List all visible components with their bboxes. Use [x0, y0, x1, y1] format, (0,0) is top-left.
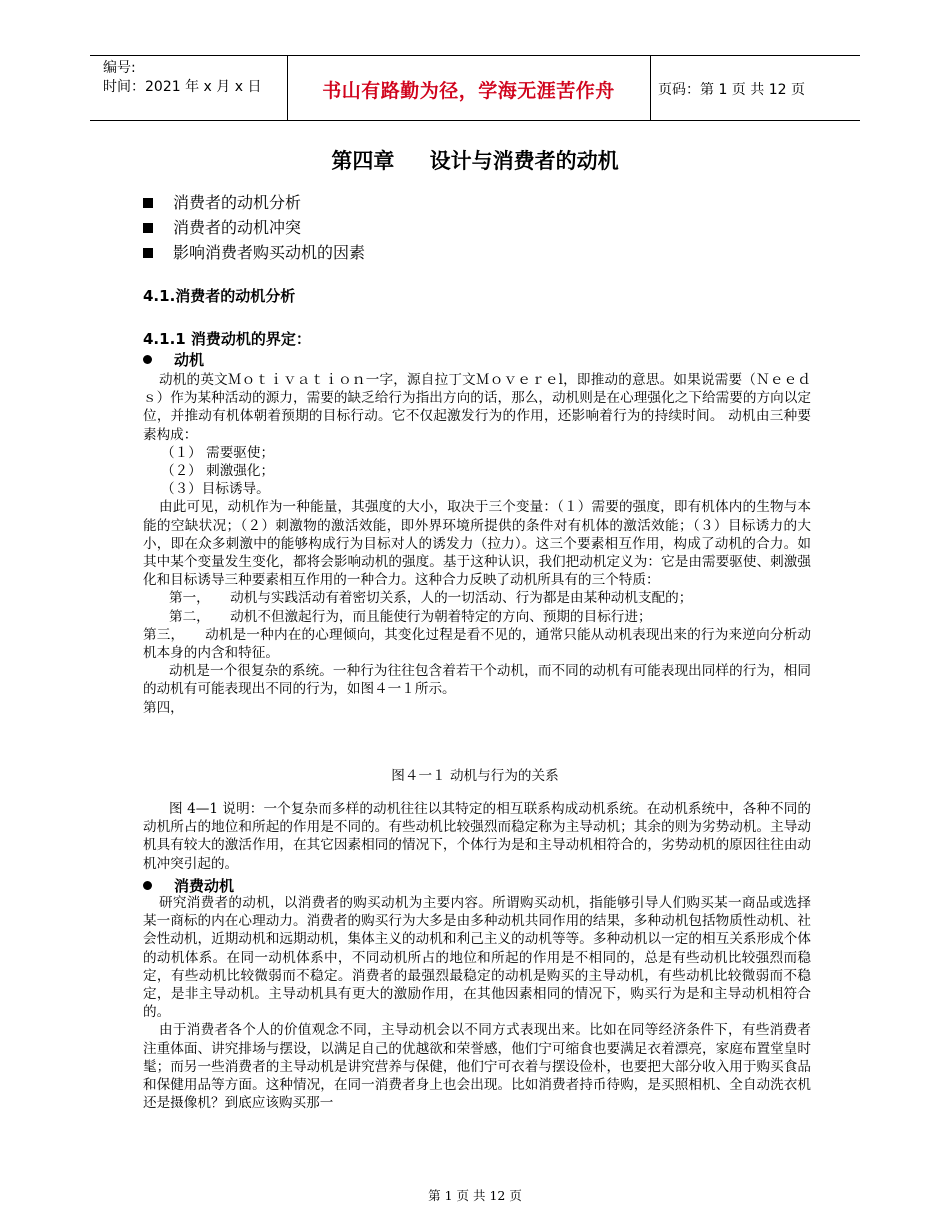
header-meta — [103, 59, 261, 97]
header-page-info: 页码：第 1 页 共 12 页 — [658, 82, 805, 98]
section-heading-4-1-1: 4.1.1 消费动机的界定： — [143, 330, 311, 348]
body-section-consumer — [143, 894, 811, 1112]
header-date-label: 时间：2021 年 x 月 x 日 — [103, 79, 262, 95]
list-item: （３）目标诱导。 — [161, 481, 270, 498]
square-bullet-icon — [143, 198, 153, 208]
figure-caption: 图４一１ 动机与行为的关系 — [391, 768, 559, 784]
square-bullet-icon — [143, 248, 153, 258]
paragraph: 由于消费者各个人的价值观念不同，主导动机会以不同方式表现出来。比如在同等经济条件下，有些消费者注重体面、讲究排场与摆设，以满足自己的优越欲和荣誉感，他们宁可缩食也要满足衣着漂亮，家庭布置堂皇时髦；而另一些消费者的主导动机是讲究营养与保健，他们宁可衣着与摆设俭朴，也要把大部分收入用于购买食品和保健用品等方面。这种情况，在同一消费者身上也会出现。比如消费者持币待购，是买照相机、全自动洗衣机还是摄像机？到底应该购买那一 — [143, 1022, 811, 1112]
outline-item — [143, 215, 365, 240]
round-bullet-icon — [143, 881, 152, 890]
paragraph: 由此可见，动机作为一种能量，其强度的大小，取决于三个变量：（１）需要的强度，即有机体内的生物与本能的空缺状况；（２）刺激物的激活效能，即外界环境所提供的条件对有机体的激活效能；（３）目标诱力的大小，即在众多刺激中的能够构成行为目标对人的诱发力（拉力）。这三个要素相互作用，构成了动机的合力。如其中某个变量发生变化，都将会影响动机的强度。基于这种认识，我们把动机定义为：它是由需要驱使、刺激强化和目标诱导三种要素相互作用的一种合力。这种合力反映了动机所具有的三个特质： — [143, 499, 811, 589]
bullet-heading-label: 消费动机 — [174, 877, 235, 895]
chapter-outline — [143, 190, 365, 265]
body-section-motive — [143, 371, 811, 717]
bullet-heading-motive — [143, 349, 204, 370]
page-footer: 第 1 页 共 12 页 — [428, 1188, 522, 1203]
paragraph: 研究消费者的动机，以消费者的购买动机为主要内容。所谓购买动机，指能够引导人们购买某一商品或选择某一商标的内在心理动力。消费者的购买行为大多是由多种动机共同作用的结果，多种动机包括物质性动机、社会性动机，近期动机和远期动机，集体主义的动机和利己主义的动机等等。多种动机以一定的相互关系形成个体的动机体系。在同一动机体系中，不同动机所占的地位和所起的作用是不相同的，总是有些动机比较强烈而稳定，有些动机比较微弱而不稳定。消费者的最强烈最稳定的动机是购买的主导动机，有些动机比较微弱而不稳定，是非主导动机。主导动机具有更大的激励作用，在其他因素相同的情况下，购买行为是和主导动机相符合的。 — [143, 895, 811, 1021]
outline-item-label: 消费者的动机分析 — [173, 193, 302, 212]
header-bottom-rule — [90, 120, 860, 121]
list-item: （１） 需要驱使； — [161, 444, 275, 461]
header-motto: 书山有路勤为径，学海无涯苦作舟 — [322, 80, 615, 102]
outline-item — [143, 190, 365, 215]
list-item: （２） 刺激强化； — [161, 463, 275, 480]
paragraph: 动机的英文Ｍｏｔｉｖａｔｉｏｎ一字，源自拉丁文Ｍｏｖｅｒｅl，即推动的意思。如果说需要（Ｎｅｅｄｓ）作为某种活动的源力，需要的缺乏给行为指出方向的话，那么，动机则是在心理强化之下给需要的方向以定位，并推动有机体朝着预期的目标行动。它不仅起激发行为的作用，还影响着行为的持续时间。 动机由三种要素构成： — [143, 372, 811, 443]
body-section-figure-explain — [143, 800, 811, 873]
trait-item: 第三， 动机是一种内在的心理倾向，其变化过程是看不见的，通常只能从动机表现出来的行为来逆向分析动机本身的内含和特征。 — [143, 626, 811, 662]
trait-item: 第四， — [143, 699, 184, 716]
round-bullet-icon — [143, 355, 152, 364]
paragraph: 动机是一个很复杂的系统。一种行为往往包含着若干个动机，而不同的动机有可能表现出同样的行为，相同的动机有可能表现出不同的行为，如图４一１所示。 — [143, 663, 811, 698]
trait-item: 第二， 动机不但激起行为，而且能使行为朝着特定的方向、预期的目标行进； — [169, 608, 652, 625]
header-number-label: 编号: — [103, 60, 136, 76]
bullet-heading-consumer — [143, 875, 234, 896]
outline-item-label: 影响消费者购买动机的因素 — [173, 243, 366, 262]
header-top-rule — [90, 55, 860, 56]
outline-item-label: 消费者的动机冲突 — [173, 218, 302, 237]
trait-item: 第一， 动机与实践活动有着密切关系，人的一切活动、行为都是由某种动机支配的； — [169, 590, 693, 607]
section-heading-4-1: 4.1.消费者的动机分析 — [143, 287, 296, 305]
chapter-title: 第四章 设计与消费者的动机 — [331, 149, 619, 173]
square-bullet-icon — [143, 223, 153, 233]
header-divider-right — [650, 56, 651, 120]
outline-item — [143, 240, 365, 265]
paragraph: 图 4—1 说明：一个复杂而多样的动机往往以其特定的相互联系构成动机系统。在动机系统中，各种不同的动机所占的地位和所起的作用是不同的。有些动机比较强烈而稳定称为主导动机；其余的则为劣势动机。主导动机具有较大的激活作用，在其它因素相同的情况下，个体行为是和主导动机相符合的，劣势动机的原因往往由动机冲突引起的。 — [143, 801, 811, 872]
bullet-heading-label: 动机 — [174, 351, 205, 369]
